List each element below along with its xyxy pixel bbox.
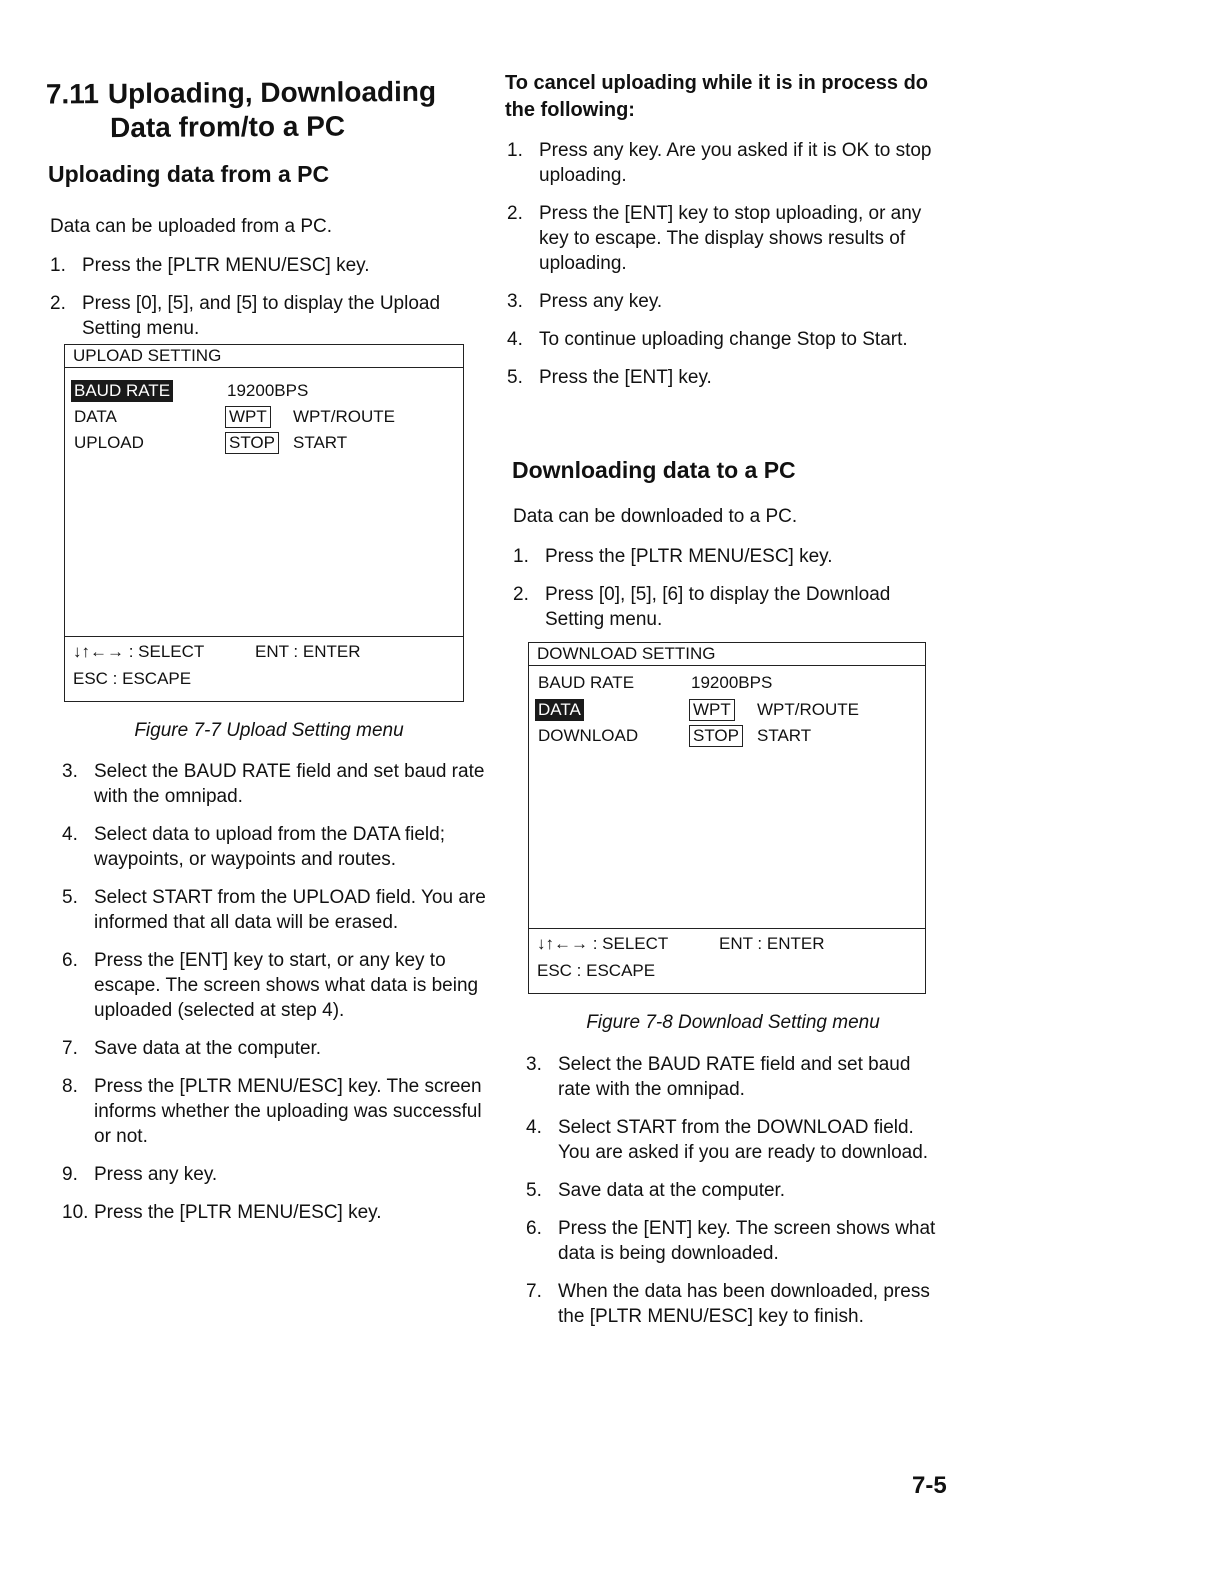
upload-intro: Data can be uploaded from a PC. xyxy=(50,216,333,237)
footer-escape: ESC : ESCAPE xyxy=(537,961,656,980)
download-setting-screen xyxy=(528,642,926,994)
footer-escape: ESC : ESCAPE xyxy=(73,669,192,688)
screen-footer xyxy=(529,928,925,993)
baud-rate-value: 19200BPS xyxy=(691,673,773,692)
wpt-option[interactable]: WPT xyxy=(225,406,271,428)
stop-option[interactable]: STOP xyxy=(689,725,743,747)
data-label: DATA xyxy=(74,407,117,426)
upload-row[interactable] xyxy=(71,432,463,456)
list-item: 1. Press any key. Are you asked if it is OK to stop uploading. xyxy=(507,140,932,186)
screen-footer xyxy=(65,636,463,701)
download-heading: Downloading data to a PC xyxy=(512,457,796,483)
baud-rate-row[interactable] xyxy=(535,672,925,696)
list-item: 2. Press the [ENT] key to stop uploading, or any key to escape. The display shows results of uploading. xyxy=(507,203,922,274)
upload-steps-b xyxy=(62,759,487,1238)
section-title-line2: Data from/to a PC xyxy=(110,110,346,144)
list-item: 3. Select the BAUD RATE field and set baud rate with the omnipad. xyxy=(526,1054,911,1100)
wpt-option[interactable]: WPT xyxy=(689,699,735,721)
upload-steps-a xyxy=(50,253,480,354)
baud-rate-label: BAUD RATE xyxy=(538,673,635,692)
list-item: 7. Save data at the computer. xyxy=(62,1038,322,1059)
cancel-steps xyxy=(507,138,932,403)
download-steps-a xyxy=(513,544,938,645)
baud-rate-row[interactable] xyxy=(71,380,463,404)
stop-option[interactable]: STOP xyxy=(225,432,279,454)
data-label: DATA xyxy=(535,699,584,721)
list-item: 1. Press the [PLTR MENU/ESC] key. xyxy=(513,546,833,567)
footer-select: ↓↑←→ : SELECT xyxy=(537,934,669,953)
start-option[interactable]: START xyxy=(293,433,348,452)
download-steps-b xyxy=(526,1052,944,1342)
list-item: 4. Select START from the DOWNLOAD field. You are asked if you are ready to download. xyxy=(526,1117,929,1163)
screen-title: UPLOAD SETTING xyxy=(65,345,463,368)
list-item: 4. To continue uploading change Stop to Start. xyxy=(507,329,908,350)
wpt-route-option[interactable]: WPT/ROUTE xyxy=(293,407,395,426)
list-item: 2. Press [0], [5], [6] to display the Download Setting menu. xyxy=(513,584,891,630)
section-title-line1: Uploading, Downloading xyxy=(107,75,437,110)
upload-setting-screen xyxy=(64,344,464,702)
download-row[interactable] xyxy=(535,725,925,749)
screen-title: DOWNLOAD SETTING xyxy=(529,643,925,666)
page-number: 7-5 xyxy=(912,1472,947,1499)
section-title xyxy=(46,74,486,145)
footer-select: ↓↑←→ : SELECT xyxy=(73,642,205,661)
footer-enter: ENT : ENTER xyxy=(255,642,361,661)
list-item: 6. Press the [ENT] key. The screen shows what data is being downloaded. xyxy=(526,1218,936,1264)
cancel-heading: To cancel uploading while it is in process do the following: xyxy=(505,72,929,121)
figure-7-7-caption: Figure 7-7 Upload Setting menu xyxy=(134,720,404,741)
upload-label: UPLOAD xyxy=(74,433,144,452)
section-number: 7.11 xyxy=(45,78,99,110)
list-item: 4. Select data to upload from the DATA field; waypoints, or waypoints and routes. xyxy=(62,824,445,870)
wpt-route-option[interactable]: WPT/ROUTE xyxy=(757,700,859,719)
list-item: 9. Press any key. xyxy=(62,1164,218,1185)
list-item: 2. Press [0], [5], and [5] to display the Upload Setting menu. xyxy=(50,293,441,339)
list-item: 8. Press the [PLTR MENU/ESC] key. The screen informs whether the uploading was successful or not. xyxy=(62,1076,482,1147)
list-item: 3. Press any key. xyxy=(507,291,663,312)
baud-rate-label: BAUD RATE xyxy=(71,380,173,402)
data-row[interactable] xyxy=(71,406,463,430)
figure-7-8-caption: Figure 7-8 Download Setting menu xyxy=(586,1012,880,1033)
download-intro: Data can be downloaded to a PC. xyxy=(513,506,798,527)
list-item: 1. Press the [PLTR MENU/ESC] key. xyxy=(50,255,370,276)
start-option[interactable]: START xyxy=(757,726,812,745)
download-label: DOWNLOAD xyxy=(538,726,639,745)
list-item: 5. Select START from the UPLOAD field. You are informed that all data will be erased. xyxy=(62,887,486,933)
list-item: 6. Press the [ENT] key to start, or any key to escape. The screen shows what data is being uploaded (selected at step 4). xyxy=(62,950,479,1021)
list-item: 5. Save data at the computer. xyxy=(526,1180,786,1201)
upload-heading: Uploading data from a PC xyxy=(48,161,330,187)
list-item: 7. When the data has been downloaded, press the [PLTR MENU/ESC] key to finish. xyxy=(526,1281,930,1327)
list-item: 10. Press the [PLTR MENU/ESC] key. xyxy=(62,1202,382,1223)
list-item: 5. Press the [ENT] key. xyxy=(507,367,712,388)
data-row[interactable] xyxy=(535,699,925,723)
list-item: 3. Select the BAUD RATE field and set baud rate with the omnipad. xyxy=(62,761,485,807)
baud-rate-value: 19200BPS xyxy=(227,381,309,400)
footer-enter: ENT : ENTER xyxy=(719,934,825,953)
